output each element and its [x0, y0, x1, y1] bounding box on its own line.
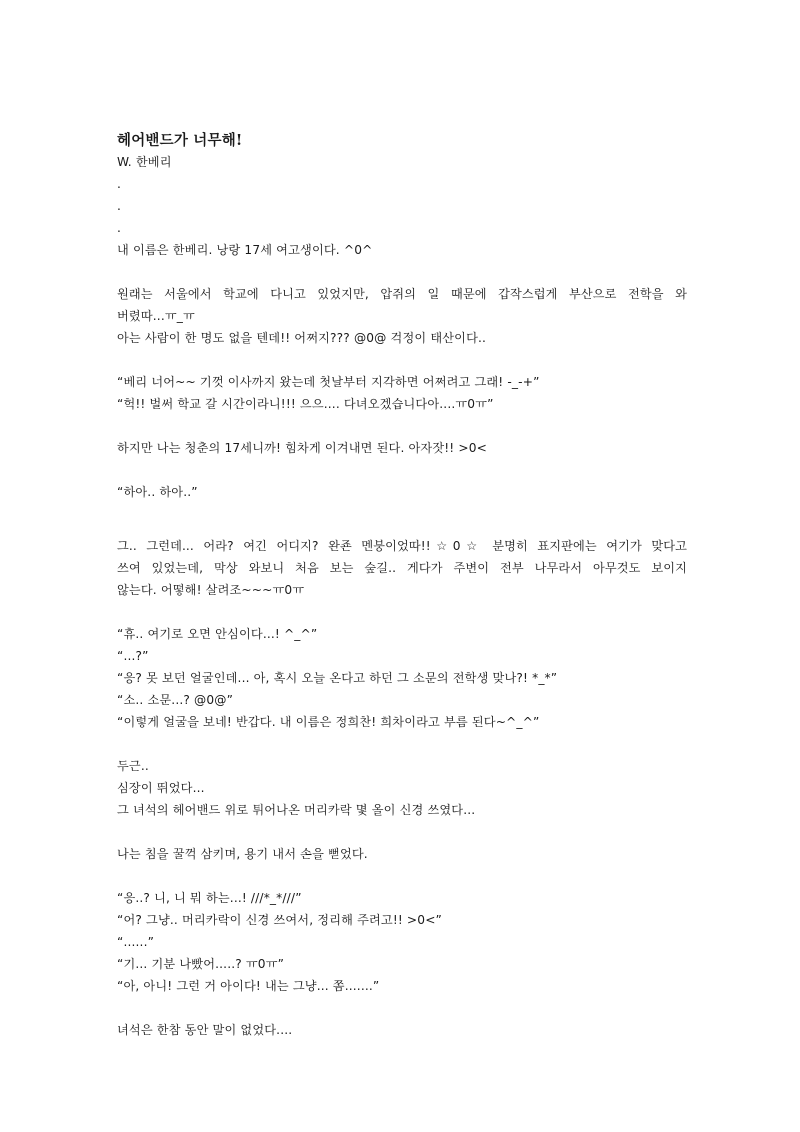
blank-line: [117, 821, 687, 843]
paragraph-line: 심장이 뛰었다...: [117, 781, 205, 795]
paragraph-line: 내 이름은 한베리. 낭랑 17세 여고생이다. ^0^: [117, 243, 373, 257]
dialogue-line: “헉!! 벌써 학교 갈 시간이라니!!! 으으.... 다녀오겠습니다아....ㅠ0ㅠ”: [117, 397, 494, 411]
dialogue-line: “응..? 니, 니 뭐 하는...! ///*_*///”: [117, 891, 302, 905]
separator-dot: .: [117, 221, 122, 235]
dialogue-line: “베리 너어~~ 기껏 이사까지 왔는데 첫날부터 지각하면 어쩌려고 그래! -_-+”: [117, 375, 540, 389]
blank-line: [117, 415, 687, 437]
blank-line: [117, 865, 687, 887]
paragraph-line: 그 녀석의 헤어밴드 위로 튀어나온 머리카락 몇 올이 신경 쓰였다...: [117, 803, 476, 817]
dialogue-line: “휴.. 여기로 오면 안심이다...! ^_^”: [117, 627, 318, 641]
blank-line: [117, 997, 687, 1019]
separator-dot: .: [117, 199, 122, 213]
dialogue-line: “응? 못 보던 얼굴인데... 아, 혹시 오늘 온다고 하던 그 소문의 전학생 맞나?! *_*”: [117, 671, 558, 685]
paragraph-line: 아는 사람이 한 명도 없을 텐데!! 어쩌지??? @0@ 걱정이 태산이다..: [117, 331, 487, 345]
document-body: [117, 131, 687, 1041]
blank-line: [117, 349, 687, 371]
separator-dot: .: [117, 177, 122, 191]
paragraph-line: 쓰여 있었는데, 막상 와보니 처음 보는 숲길.. 게다가 주변이 전부 나무라서 아무것도 보이지: [117, 561, 687, 575]
story-title: 헤어밴드가 너무해!: [117, 132, 243, 149]
dialogue-line: “하아.. 하아..”: [117, 485, 198, 499]
paragraph-line: 그.. 그런데... 어라? 여긴 어디지? 완죤 멘붕이었따!!☆0☆ 분명히 표지판에는 여기가 맞다고: [117, 539, 687, 553]
paragraph-line: 버렸따...ㅠ_ㅠ: [117, 309, 195, 323]
paragraph-line: 녀석은 한참 동안 말이 없었다....: [117, 1023, 293, 1037]
blank-line: [117, 733, 687, 755]
paragraph-line: 하지만 나는 청춘의 17세니까! 힘차게 이겨내면 된다. 아자잣!! >0<: [117, 441, 487, 455]
blank-line: [117, 601, 687, 623]
dialogue-line: “이렇게 얼굴을 보네! 반갑다. 내 이름은 정희찬! 희차이라고 부름 된다~^_^”: [117, 715, 540, 729]
blank-line: [117, 261, 687, 283]
paragraph-line: 않는다. 어떻해! 살려조~~~ㅠ0ㅠ: [117, 583, 305, 597]
dialogue-line: “기... 기분 나빴어.....? ㅠ0ㅠ”: [117, 957, 285, 971]
paragraph-line: 원래는 서울에서 학교에 다니고 있었지만, 압쥐의 일 때문에 갑작스럽게 부산으로 전학을 와: [117, 287, 687, 301]
dialogue-line: “아, 아니! 그런 거 아이다! 내는 그냥... 쫌.......”: [117, 979, 380, 993]
dialogue-line: “소.. 소문...? @0@”: [117, 693, 234, 707]
blank-line: [117, 459, 687, 481]
blank-line: [117, 503, 687, 525]
paragraph-line: 나는 침을 꿀꺽 삼키며, 용기 내서 손을 뻗었다.: [117, 847, 368, 861]
blank-line: [117, 525, 687, 535]
paragraph-line: 두근..: [117, 759, 149, 773]
dialogue-line: “......”: [117, 935, 155, 949]
dialogue-line: “어? 그냥.. 머리카락이 신경 쓰여서, 정리해 주려고!! >0<”: [117, 913, 443, 927]
author-line: W. 한베리: [117, 155, 172, 169]
dialogue-line: “...?”: [117, 649, 149, 663]
